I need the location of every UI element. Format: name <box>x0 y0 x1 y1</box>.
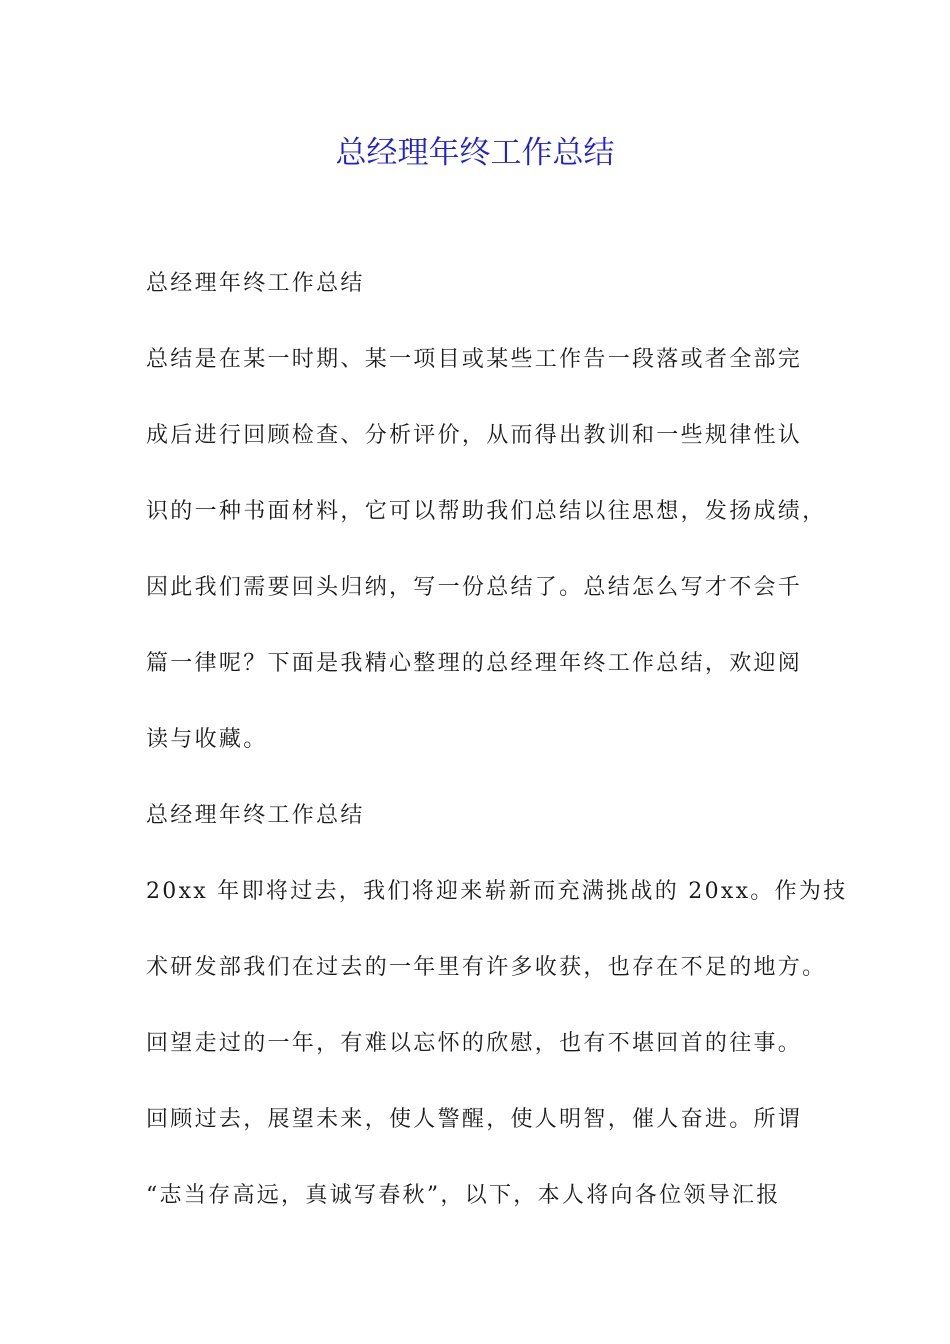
paragraph-line: 识的一种书面材料，它可以帮助我们总结以往思想，发扬成绩， <box>146 499 827 524</box>
paragraph-line: 术研发部我们在过去的一年里有许多收获，也存在不足的地方。 <box>146 955 827 980</box>
paragraph-line: 篇一律呢？下面是我精心整理的总经理年终工作总结，欢迎阅 <box>146 651 803 676</box>
section-heading: 总经理年终工作总结 <box>146 803 365 828</box>
paragraph-line: 回顾过去，展望未来，使人警醒，使人明智，催人奋进。所谓 <box>146 1107 803 1132</box>
paragraph-line: “志当存高远，真诚写春秋”，以下，本人将向各位领导汇报 <box>146 1183 781 1208</box>
paragraph-line: 20xx 年即将过去，我们将迎来崭新而充满挑战的 20xx。作为技 <box>146 879 848 904</box>
paragraph-line: 总结是在某一时期、某一项目或某些工作告一段落或者全部完 <box>146 347 803 372</box>
section-heading: 总经理年终工作总结 <box>146 271 365 296</box>
paragraph-line: 回望走过的一年，有难以忘怀的欣慰，也有不堪回首的往事。 <box>146 1031 803 1056</box>
paragraph-line: 成后进行回顾检查、分析评价，从而得出教训和一些规律性认 <box>146 423 803 448</box>
document-body <box>146 260 846 1248</box>
paragraph-line: 因此我们需要回头归纳，写一份总结了。总结怎么写才不会千 <box>146 575 803 600</box>
paragraph-line: 读与收藏。 <box>146 727 268 752</box>
page-title: 总经理年终工作总结 <box>335 135 615 171</box>
